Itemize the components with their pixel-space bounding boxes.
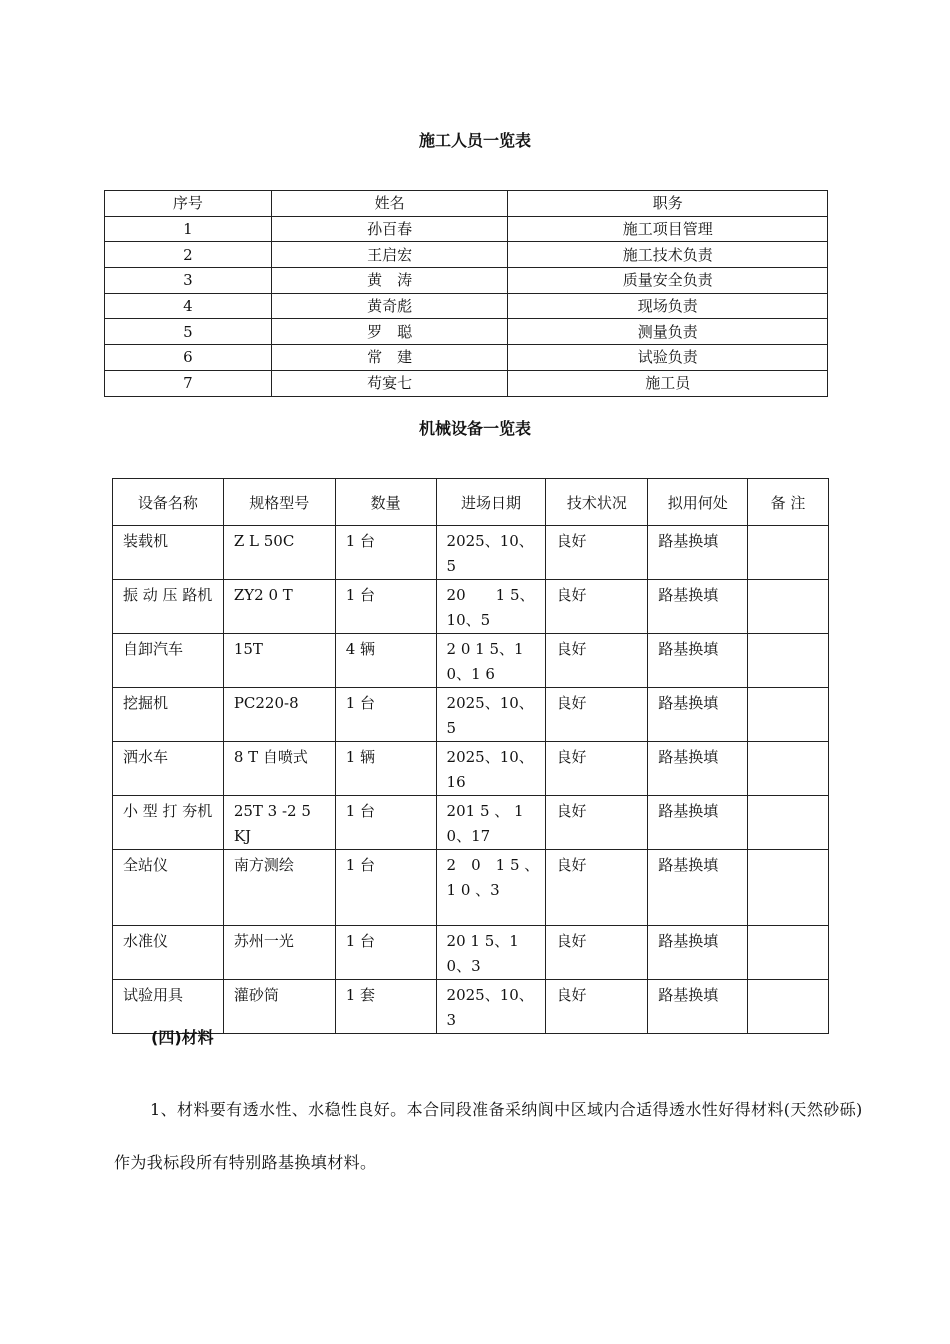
table-row: [105, 268, 828, 294]
table-row: [113, 526, 829, 580]
materials-heading: (四)材料: [151, 1028, 214, 1047]
equipment-header-name: 设备名称: [113, 479, 224, 526]
table-row: [113, 688, 829, 742]
table-row: [113, 926, 829, 980]
equipment-name-cell: 自卸汽车: [113, 634, 224, 688]
equipment-entry-date-cell: 2 0 1 5 、1 0 、3: [436, 850, 546, 926]
materials-paragraph: 1、材料要有透水性、水稳性良好。本合同段准备采纳阆中区域内合适得透水性好得材料(天然砂砾)作为我标段所有特别路基换填材料。: [114, 1100, 863, 1172]
equipment-condition-cell: 良好: [546, 796, 648, 850]
staff-role-cell: 施工技术负责: [508, 242, 828, 268]
staff-header-row: [105, 191, 828, 217]
equipment-usage-cell: 路基换填: [648, 796, 748, 850]
equipment-entry-date-cell: 201 5 、 1 0、17: [436, 796, 546, 850]
equipment-remarks-cell: [748, 688, 829, 742]
equipment-table: [112, 478, 829, 1034]
equipment-name-cell: 挖掘机: [113, 688, 224, 742]
table-row: [105, 242, 828, 268]
staff-index-cell: 5: [105, 319, 272, 345]
equipment-header-remarks: 备 注: [748, 479, 829, 526]
equipment-condition-cell: 良好: [546, 742, 648, 796]
equipment-table-title: 机械设备一览表: [418, 419, 531, 438]
equipment-name-cell: 全站仪: [113, 850, 224, 926]
staff-index-cell: 4: [105, 293, 272, 319]
equipment-quantity-cell: 1 台: [335, 850, 436, 926]
staff-name-cell: 黄 涛: [271, 268, 508, 294]
table-row: [105, 370, 828, 396]
equipment-quantity-cell: 1 台: [335, 926, 436, 980]
staff-index-cell: 7: [105, 370, 272, 396]
staff-index-cell: 3: [105, 268, 272, 294]
equipment-header-quantity: 数量: [335, 479, 436, 526]
staff-role-cell: 现场负责: [508, 293, 828, 319]
staff-table: [104, 190, 828, 397]
equipment-spec-cell: 8 T 自喷式: [223, 742, 335, 796]
equipment-condition-cell: 良好: [546, 926, 648, 980]
equipment-quantity-cell: 1 辆: [335, 742, 436, 796]
equipment-remarks-cell: [748, 634, 829, 688]
table-row: [105, 345, 828, 371]
equipment-header-entry-date: 进场日期: [436, 479, 546, 526]
equipment-name-cell: 振 动 压 路机: [113, 580, 224, 634]
staff-role-cell: 施工员: [508, 370, 828, 396]
equipment-name-cell: 小 型 打 夯机: [113, 796, 224, 850]
equipment-entry-date-cell: 2 0 1 5、1 0、1 6: [436, 634, 546, 688]
equipment-header-usage: 拟用何处: [648, 479, 748, 526]
equipment-header-spec: 规格型号: [223, 479, 335, 526]
equipment-condition-cell: 良好: [546, 634, 648, 688]
table-row: [105, 293, 828, 319]
equipment-spec-cell: Z L 50C: [223, 526, 335, 580]
equipment-usage-cell: 路基换填: [648, 634, 748, 688]
staff-name-cell: 常 建: [271, 345, 508, 371]
table-row: [113, 980, 829, 1034]
equipment-spec-cell: 南方测绘: [223, 850, 335, 926]
table-row: [113, 580, 829, 634]
staff-name-cell: 王启宏: [271, 242, 508, 268]
equipment-remarks-cell: [748, 580, 829, 634]
equipment-spec-cell: 15T: [223, 634, 335, 688]
staff-name-cell: 黄奇彪: [271, 293, 508, 319]
equipment-usage-cell: 路基换填: [648, 526, 748, 580]
staff-name-cell: 苟宴七: [271, 370, 508, 396]
equipment-condition-cell: 良好: [546, 850, 648, 926]
equipment-condition-cell: 良好: [546, 688, 648, 742]
equipment-quantity-cell: 1 台: [335, 526, 436, 580]
equipment-name-cell: 装载机: [113, 526, 224, 580]
equipment-remarks-cell: [748, 796, 829, 850]
equipment-condition-cell: 良好: [546, 526, 648, 580]
equipment-name-cell: 水准仪: [113, 926, 224, 980]
staff-header-role: 职务: [508, 191, 828, 217]
equipment-entry-date-cell: 2025、10、5: [436, 688, 546, 742]
equipment-condition-cell: 良好: [546, 580, 648, 634]
equipment-header-row: [113, 479, 829, 526]
staff-name-cell: 孙百春: [271, 216, 508, 242]
equipment-quantity-cell: 1 台: [335, 580, 436, 634]
equipment-entry-date-cell: 20 1 5、1 0、3: [436, 926, 546, 980]
staff-role-cell: 试验负责: [508, 345, 828, 371]
table-row: [113, 742, 829, 796]
equipment-remarks-cell: [748, 980, 829, 1034]
staff-table-title: 施工人员一览表: [418, 131, 531, 150]
staff-index-cell: 6: [105, 345, 272, 371]
equipment-remarks-cell: [748, 850, 829, 926]
table-row: [105, 319, 828, 345]
equipment-name-cell: 试验用具: [113, 980, 224, 1034]
staff-role-cell: 施工项目管理: [508, 216, 828, 242]
equipment-usage-cell: 路基换填: [648, 742, 748, 796]
equipment-usage-cell: 路基换填: [648, 688, 748, 742]
staff-header-name: 姓名: [271, 191, 508, 217]
equipment-entry-date-cell: 2025、10、16: [436, 742, 546, 796]
equipment-usage-cell: 路基换填: [648, 580, 748, 634]
equipment-spec-cell: 25T 3 -2 5 KJ: [223, 796, 335, 850]
equipment-usage-cell: 路基换填: [648, 850, 748, 926]
equipment-remarks-cell: [748, 926, 829, 980]
equipment-name-cell: 洒水车: [113, 742, 224, 796]
equipment-usage-cell: 路基换填: [648, 980, 748, 1034]
staff-name-cell: 罗 聪: [271, 319, 508, 345]
equipment-usage-cell: 路基换填: [648, 926, 748, 980]
staff-role-cell: 质量安全负责: [508, 268, 828, 294]
equipment-quantity-cell: 1 台: [335, 796, 436, 850]
equipment-remarks-cell: [748, 526, 829, 580]
staff-index-cell: 2: [105, 242, 272, 268]
equipment-spec-cell: 苏州一光: [223, 926, 335, 980]
staff-role-cell: 测量负责: [508, 319, 828, 345]
equipment-quantity-cell: 4 辆: [335, 634, 436, 688]
equipment-quantity-cell: 1 台: [335, 688, 436, 742]
equipment-remarks-cell: [748, 742, 829, 796]
table-row: [113, 796, 829, 850]
staff-index-cell: 1: [105, 216, 272, 242]
equipment-header-condition: 技术状况: [546, 479, 648, 526]
equipment-condition-cell: 良好: [546, 980, 648, 1034]
table-row: [113, 634, 829, 688]
equipment-spec-cell: 灌砂筒: [223, 980, 335, 1034]
equipment-entry-date-cell: 2025、10、5: [436, 526, 546, 580]
equipment-entry-date-cell: 20 1 5、10、5: [436, 580, 546, 634]
equipment-quantity-cell: 1 套: [335, 980, 436, 1034]
staff-header-index: 序号: [105, 191, 272, 217]
equipment-spec-cell: ZY2 0 T: [223, 580, 335, 634]
equipment-entry-date-cell: 2025、10、3: [436, 980, 546, 1034]
table-row: [105, 216, 828, 242]
equipment-spec-cell: PC220-8: [223, 688, 335, 742]
table-row: [113, 850, 829, 926]
